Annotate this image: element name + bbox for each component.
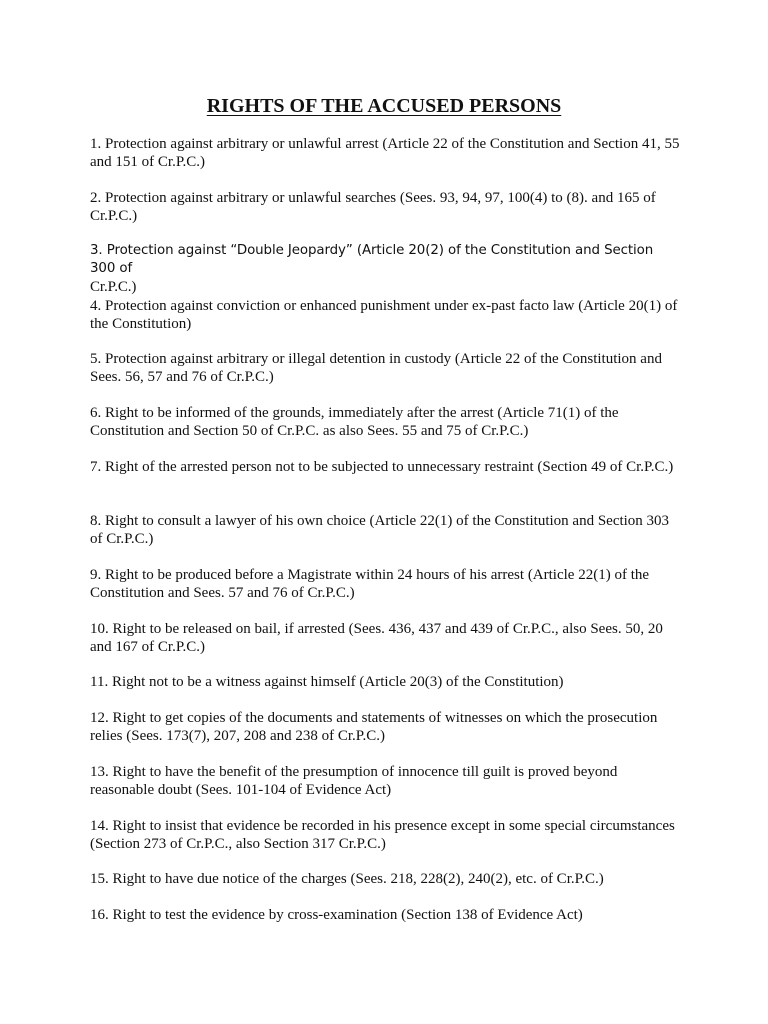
list-item-3 [90,242,680,297]
list-item-7: 7. Right of the arrested person not to be subjected to unnecessary restraint (Section 49 of Cr.P.C.) [90,459,674,475]
list-item-14: 14. Right to insist that evidence be recorded in his presence except in some special circumstances (Section 273 of Cr.P.C., also Section 317 Cr.P.C.) [90,818,675,852]
document-title [0,94,768,118]
list-item-1: 1. Protection against arbitrary or unlawful arrest (Article 22 of the Constitution and Section 41, 55 and 151 of Cr.P.C.) [90,136,680,170]
list-item-3-line2: Cr.P.C.) [90,279,137,295]
list-item-3-line1: 3. Protection against “Double Jeopardy” (Article 20(2) of the Constitution and Section 300 of [90,243,654,276]
document-title-text: RIGHTS OF THE ACCUSED PERSONS [206,95,562,117]
list-item-4: 4. Protection against conviction or enhanced punishment under ex-past facto law (Article 20(1) of the Constitution) [90,298,678,332]
list-item-6: 6. Right to be informed of the grounds, immediately after the arrest (Article 71(1) of the Constitution and Section 50 of Cr.P.C. as also Sees. 55 and 75 of Cr.P.C.) [90,405,619,439]
list-item-13: 13. Right to have the benefit of the presumption of innocence till guilt is proved beyond reasonable doubt (Sees. 101-104 of Evidence Act) [90,764,618,798]
list-item-5: 5. Protection against arbitrary or illegal detention in custody (Article 22 of the Constitution and Sees. 56, 57 and 76 of Cr.P.C.) [90,351,662,385]
list-item-11: 11. Right not to be a witness against himself (Article 20(3) of the Constitution) [90,674,564,690]
list-item-15: 15. Right to have due notice of the charges (Sees. 218, 228(2), 240(2), etc. of Cr.P.C.) [90,871,604,887]
list-item-12: 12. Right to get copies of the documents and statements of witnesses on which the prosecution relies (Sees. 173(7), 207, 208 and 238 of Cr.P.C.) [90,710,658,744]
list-item-10: 10. Right to be released on bail, if arrested (Sees. 436, 437 and 439 of Cr.P.C., also Sees. 50, 20 and 167 of Cr.P.C.) [90,621,663,655]
list-item-16: 16. Right to test the evidence by cross-examination (Section 138 of Evidence Act) [90,907,583,923]
list-item-9: 9. Right to be produced before a Magistrate within 24 hours of his arrest (Article 22(1) of the Constitution and Sees. 57 and 76 of Cr.P.C.) [90,567,650,601]
list-item-8: 8. Right to consult a lawyer of his own choice (Article 22(1) of the Constitution and Section 303 of Cr.P.C.) [90,513,670,547]
list-item-2: 2. Protection against arbitrary or unlawful searches (Sees. 93, 94, 97, 100(4) to (8). and 165 of Cr.P.C.) [90,190,656,224]
